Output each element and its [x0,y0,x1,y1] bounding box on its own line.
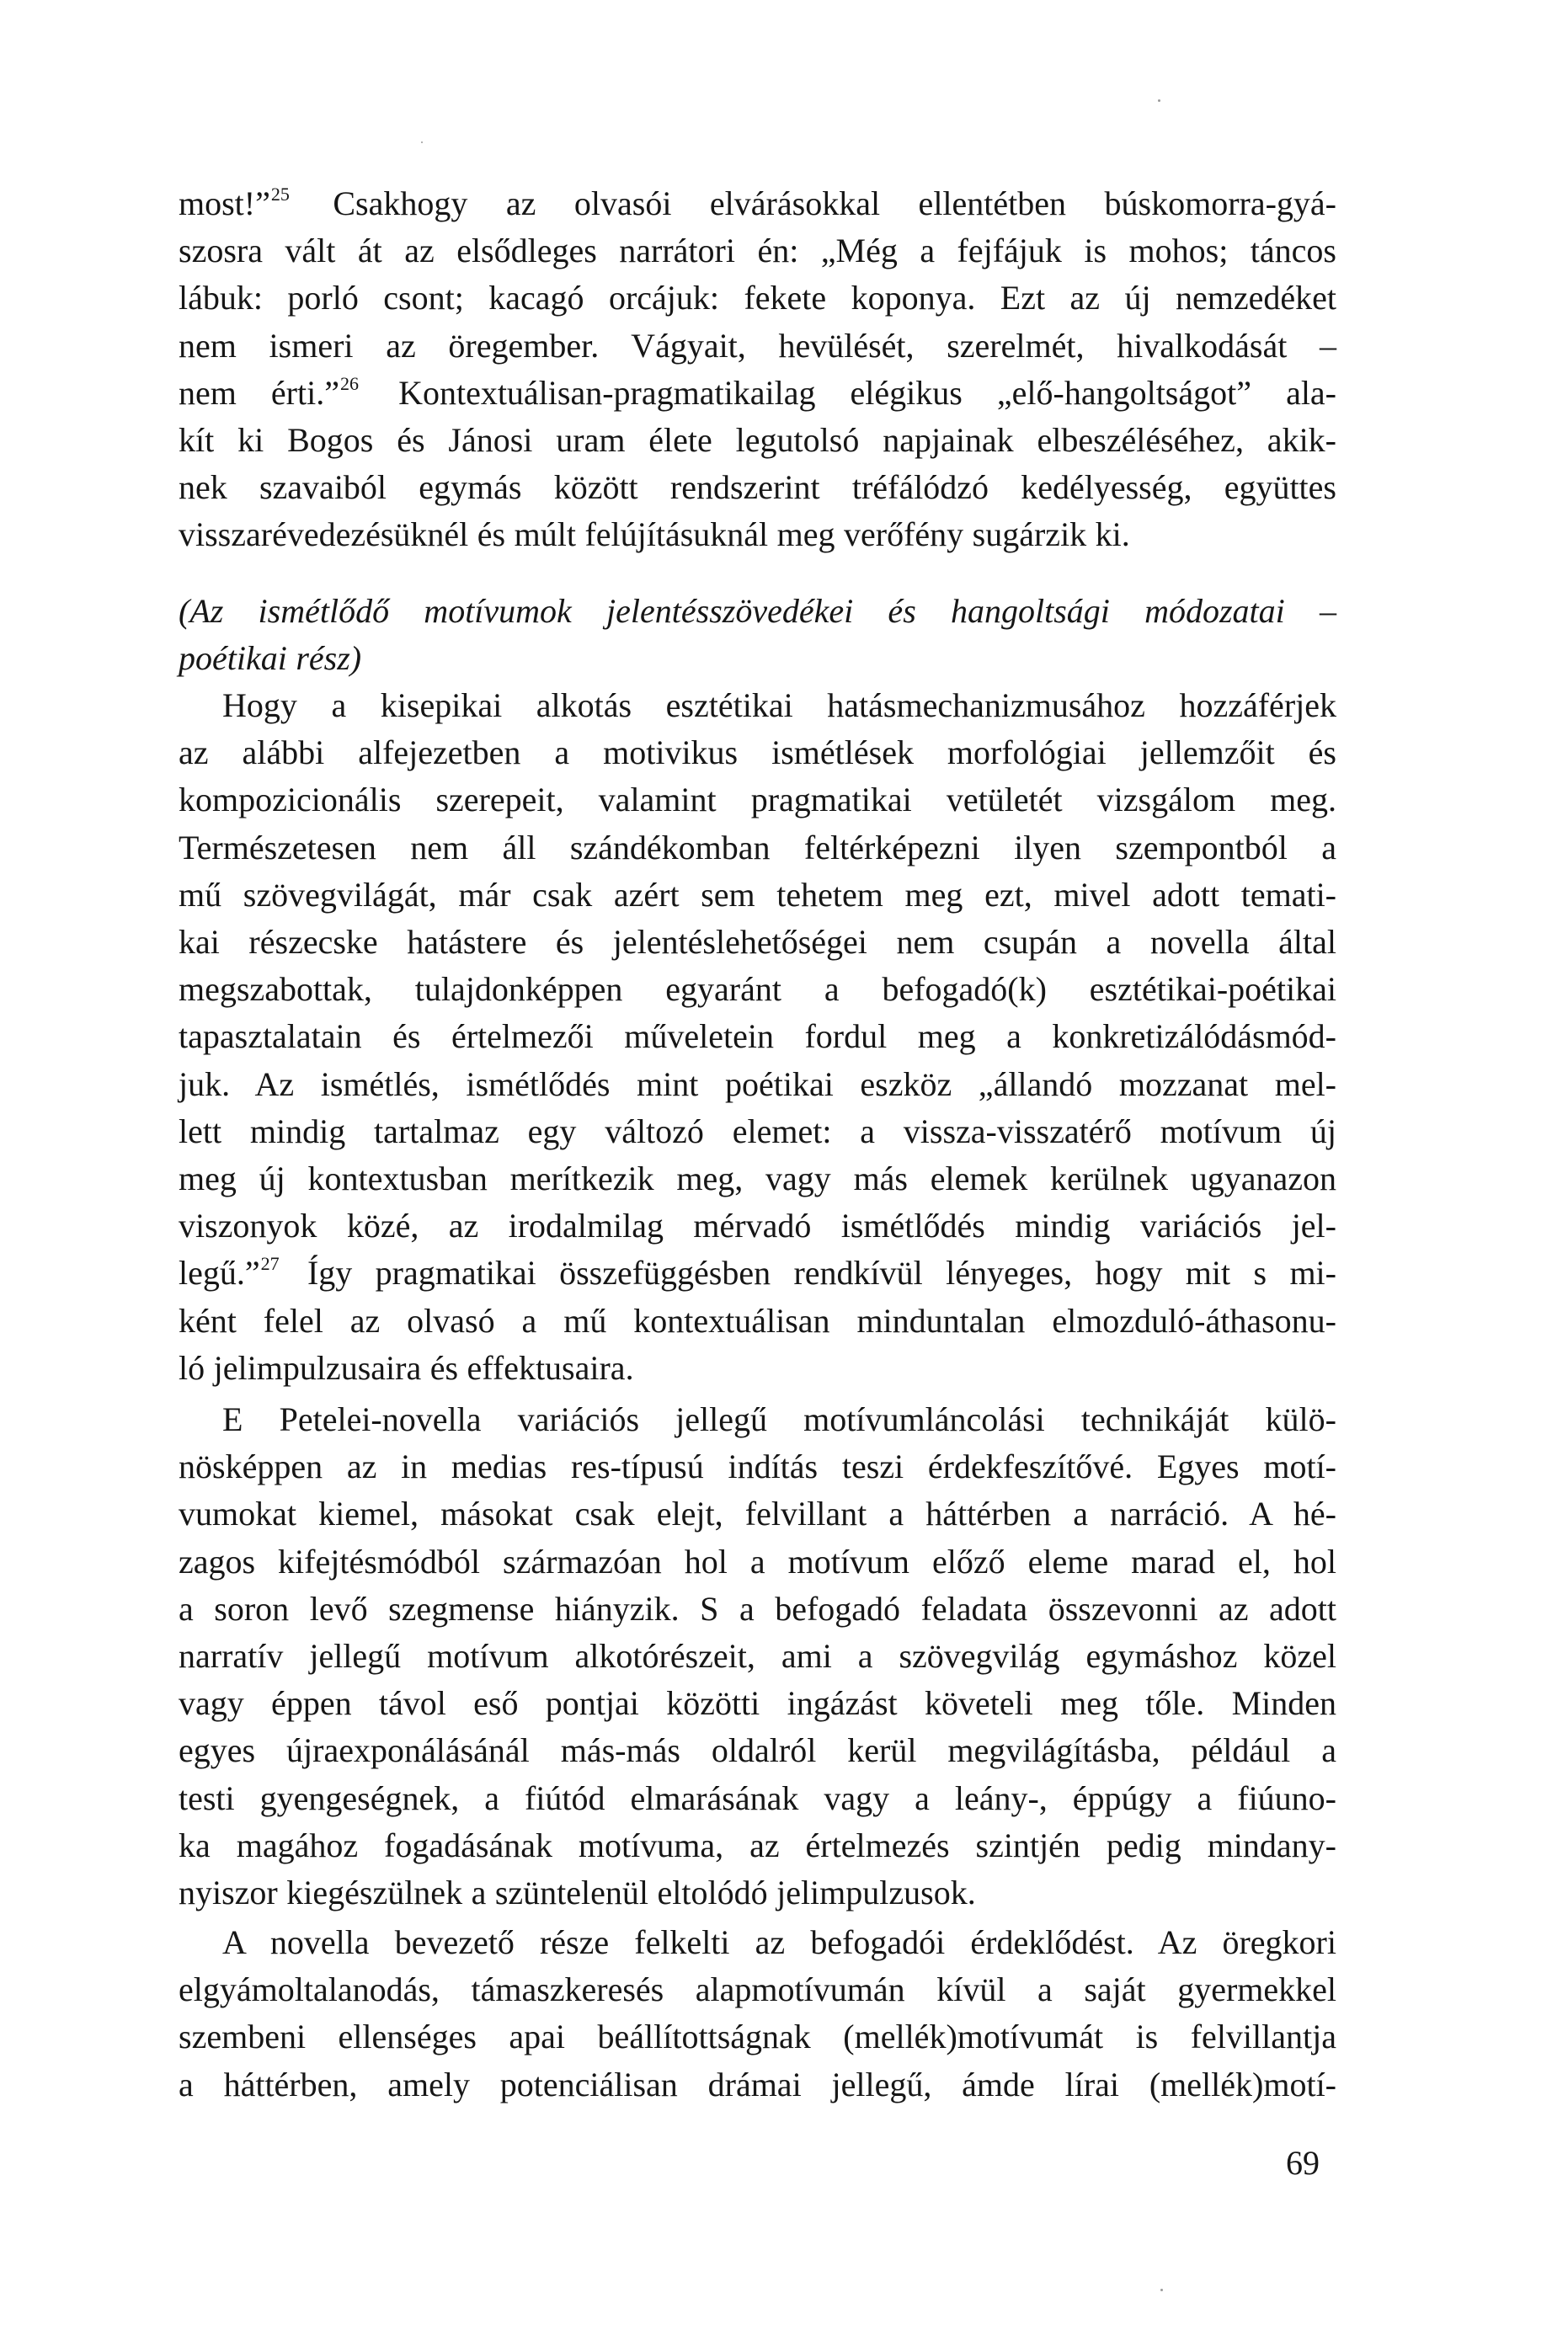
paragraph-1 [179,180,1336,559]
footnote-ref-27: 27 [260,1253,280,1275]
text-line: lábuk: porló csont; kacagó orcájuk: fekete koponya. Ezt az új nemzedéket [179,279,1336,317]
footnote-ref-26: 26 [340,372,359,394]
text-line: ló jelimpulzusaira és effektusaira. [179,1348,634,1387]
text-line: Természetesen nem áll szándékomban feltérképezni ilyen szempontból a [179,828,1336,866]
text-line: tapasztalatain és értelmezői műveletein fordul meg a konkretizálódásmód- [179,1017,1336,1056]
heading-line: (Az ismétlődő motívumok jelentésszövedékei és hangoltsági módozatai – [179,592,1336,630]
text-line: egyes újraexponálásánál más-más oldalról kerül megvilágításba, például a [179,1731,1336,1770]
text-line: az alábbi alfejezetben a motivikus ismétlések morfológiai jellemzőit és [179,733,1336,772]
text-line: meg új kontextusban merítkezik meg, vagy más elemek kerülnek ugyanazon [179,1160,1336,1198]
scan-speck [1160,2289,1163,2291]
text-line: most!”$^{25}$ Csakhogy az olvasói elvárásokkal ellentétben búskomorra-gyá- [179,184,1336,222]
text-line: nem ismeri az öregember. Vágyait, hevülését, szerelmét, hivalkodását – [179,326,1336,365]
text-line: juk. Az ismétlés, ismétlődés mint poétikai eszköz „állandó mozzanat mel- [179,1064,1336,1103]
paragraph-4 [179,1919,1336,2109]
text-line: megszabottak, tulajdonképpen egyaránt a befogadó(k) esztétikai-poétikai [179,970,1336,1009]
text-line: ként felel az olvasó a mű kontextuálisan minduntalan elmozduló-áthasonu- [179,1301,1336,1340]
text-line: narratív jellegű motívum alkotórészeit, ami a szövegvilág egymáshoz közel [179,1637,1336,1676]
text-line: testi gyengeségnek, a fiútód elmarásának vagy a leány-, éppúgy a fiúuno- [179,1778,1336,1817]
text-line: a háttérben, amely potenciálisan drámai jellegű, ámde lírai (mellék)motí- [179,2065,1336,2103]
paragraph-3 [179,1396,1336,1917]
text-line: legű.”$^{27}$ Így pragmatikai összefüggésben rendkívül lényeges, hogy mit s mi- [179,1253,1336,1293]
text-line: nek szavaiból egymás között rendszerint tréfálódzó kedélyesség, együttes [179,468,1336,507]
text-line: nem érti.”$^{26}$ Kontextuálisan-pragmatikailag elégikus „elő-hangoltságot” ala- [179,372,1337,412]
text-line: E Petelei-novella variációs jellegű motívumláncolási technikáját külö- [222,1400,1336,1438]
text-line: nyiszor kiegészülnek a szüntelenül eltolódó jelimpulzusok. [179,1874,976,1912]
text-line: vagy éppen távol eső pontjai közötti ingázást követeli meg tőle. Minden [179,1684,1336,1723]
text-line: viszonyok közé, az irodalmilag mérvadó ismétlődés mindig variációs jel- [179,1207,1336,1245]
text-line: A novella bevezető része felkelti az befogadói érdeklődést. Az öregkori [222,1923,1336,1961]
text-line: kompozicionális szerepeit, valamint pragmatikai vetületét vizsgálom meg. [179,781,1336,819]
footnote-ref-25: 25 [270,184,290,205]
text-line: nösképpen az in medias res-típusú indítás teszi érdekfeszítővé. Egyes motí- [179,1448,1336,1486]
paragraph-2 [179,682,1336,1392]
text-line: visszarévedezésüknél és múlt felújításuknál meg verőfény sugárzik ki. [179,515,1130,554]
text-line: szembeni ellenséges apai beállítottságnak (mellék)motívumát is felvillantja [179,2018,1336,2056]
text-line: mű szövegvilágát, már csak azért sem tehetem meg ezt, mivel adott temati- [179,875,1336,914]
text-line: Hogy a kisepikai alkotás esztétikai hatásmechanizmusához hozzáférjek [222,686,1336,724]
text-line: kai részecske hatástere és jelentéslehetőségei nem csupán a novella által [179,923,1336,962]
text-line: zagos kifejtésmódból származóan hol a motívum előző eleme marad el, hol [179,1542,1336,1581]
text-line: ka magához fogadásának motívuma, az értelmezés szintjén pedig mindany- [179,1826,1336,1864]
text-line: szosra vált át az elsődleges narrátori én: „Még a fejfájuk is mohos; táncos [179,232,1336,270]
text-line: a soron levő szegmense hiányzik. S a befogadó feladata összevonni az adott [179,1589,1336,1628]
text-line: kít ki Bogos és Jánosi uram élete legutolsó napjainak elbeszéléséhez, akik- [179,421,1336,460]
text-line: vumokat kiemel, másokat csak elejt, felvillant a háttérben a narráció. A hé- [179,1495,1336,1533]
scan-speck [421,141,423,143]
scan-speck [1158,99,1160,102]
heading-line: poétikai rész) [179,639,362,678]
text-line: elgyámoltalanodás, támaszkeresés alapmotívumán kívül a saját gyermekkel [179,1970,1336,2009]
section-heading [179,588,1336,682]
page-number: 69 [1286,2144,1320,2182]
text-line: lett mindig tartalmaz egy változó elemet: a vissza-visszatérő motívum új [179,1112,1336,1150]
